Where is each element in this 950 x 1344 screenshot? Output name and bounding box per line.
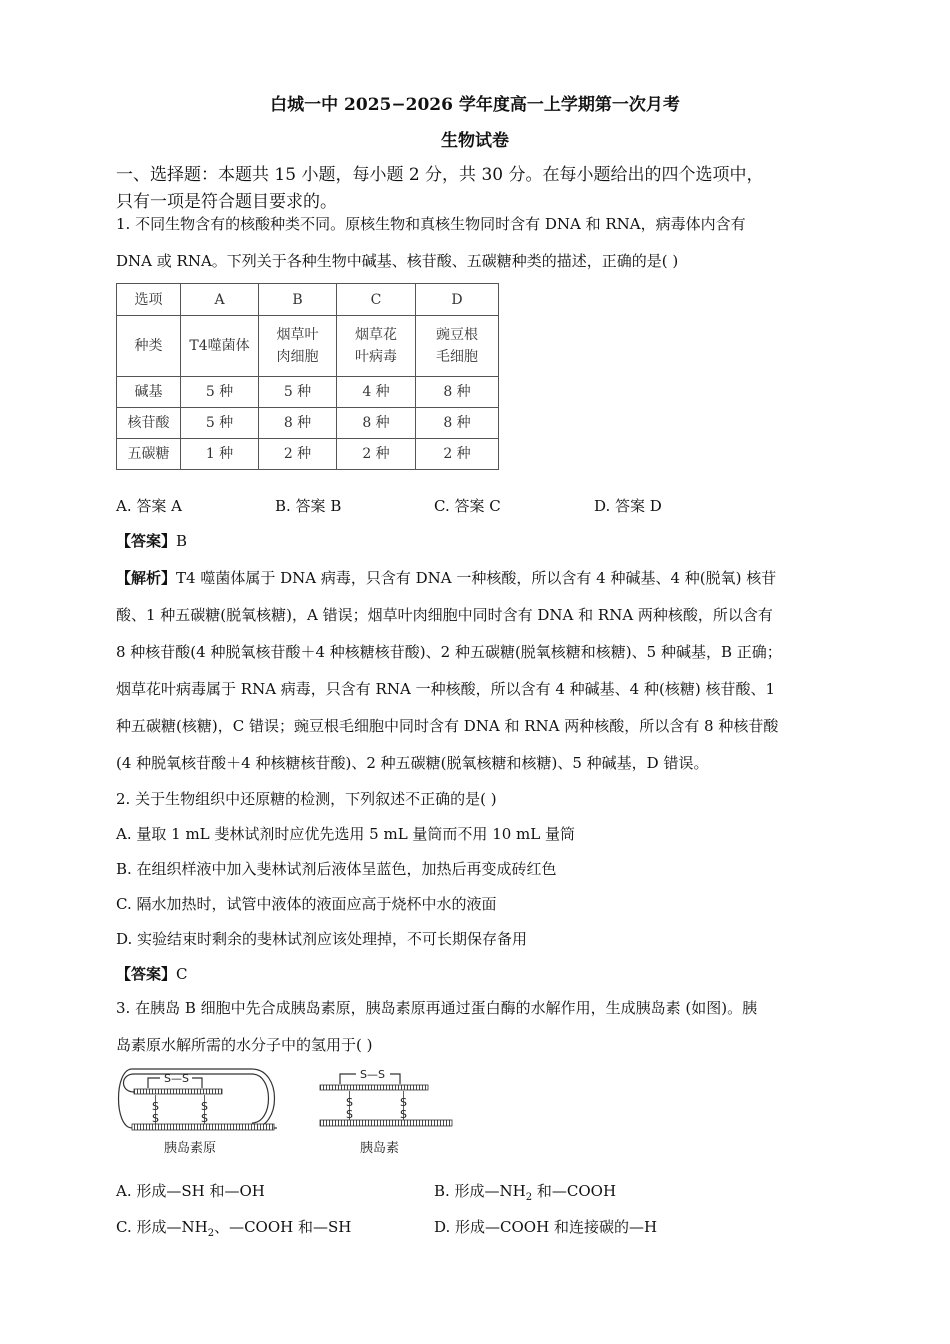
q3-option-b[interactable]: [434, 1180, 616, 1203]
q1-table-cell: 8 种: [416, 408, 499, 439]
q3-option-c[interactable]: [116, 1216, 351, 1239]
q1-table-cell: 5 种: [181, 377, 259, 408]
q1-table-cell: 8 种: [416, 377, 499, 408]
q1-stem-line1: 1. 不同生物含有的核酸种类不同。原核生物和真核生物同时含有 DNA 和 RNA，病毒体内含有: [116, 215, 746, 233]
q1-table-cell: 2 种: [416, 439, 499, 470]
q3-option-c-text-end: 、—COOH 和—SH: [214, 1218, 352, 1236]
q1-species-c-line1: 烟草花: [355, 327, 397, 343]
proinsulin-chain-inner: [124, 1074, 269, 1123]
analysis-text: T4 噬菌体属于 DNA 病毒，只含有 DNA 一种核酸，所以含有 4 种碱基、4 种(脱氧) 核苷: [176, 569, 777, 587]
q2-answer: [116, 963, 188, 984]
disulfide-bracket: [340, 1074, 356, 1084]
insulin-b-chain: [320, 1120, 452, 1126]
disulfide-bond-label: S—S: [164, 1072, 189, 1085]
insulin-figure: [316, 1066, 456, 1158]
proinsulin-a-chain: [134, 1089, 222, 1094]
q1-option-d[interactable]: D. 答案 D: [594, 497, 662, 515]
sulfur-label: S: [346, 1096, 353, 1109]
q1-answer: [116, 530, 187, 551]
q1-table-header-cell: 选项: [117, 284, 181, 316]
q1-table-header-row: [117, 284, 499, 316]
q3-option-b-text-end: 和—COOH: [532, 1182, 617, 1200]
sulfur-label: S: [400, 1108, 407, 1121]
q1-stem-line2: DNA 或 RNA。下列关于各种生物中碱基、核苷酸、五碳糖种类的描述，正确的是( ): [116, 252, 679, 270]
q3-option-a[interactable]: A. 形成—SH 和—OH: [116, 1182, 265, 1200]
q2-option-d[interactable]: D. 实验结束时剩余的斐林试剂应该处理掉，不可长期保存备用: [116, 930, 528, 948]
q1-table-cell: [181, 316, 259, 377]
answer-label: 【答案】: [116, 965, 177, 983]
answer-value: B: [176, 532, 188, 550]
q3-stem-line1: 3. 在胰岛 B 细胞中先合成胰岛素原，胰岛素原再通过蛋白酶的水解作用，生成胰岛素 (如图)。胰: [116, 999, 758, 1017]
q3-option-c-text: C. 形成—NH: [116, 1218, 208, 1236]
q1-analysis-line4: 烟草花叶病毒属于 RNA 病毒，只含有 RNA 一种核酸，所以含有 4 种碱基、4 种(核糖) 核苷酸、1: [116, 680, 775, 698]
q1-table-row-label: 五碳糖: [117, 439, 181, 470]
answer-value: C: [176, 965, 188, 983]
q1-table-cell: 4 种: [337, 377, 416, 408]
proinsulin-figure: [112, 1066, 282, 1158]
answer-label: 【答案】: [116, 532, 177, 550]
sulfur-label: S: [201, 1100, 208, 1113]
q1-species-d-line1: 豌豆根: [436, 327, 478, 343]
q1-table-cell: 8 种: [337, 408, 416, 439]
q1-option-b[interactable]: B. 答案 B: [275, 497, 342, 515]
q1-table-cell: 5 种: [259, 377, 337, 408]
q1-table-row-label: 种类: [117, 316, 181, 377]
q1-option-a[interactable]: A. 答案 A: [116, 497, 182, 515]
q1-table-cell: 2 种: [337, 439, 416, 470]
q1-species-d-line2: 毛细胞: [436, 349, 478, 365]
disulfide-bond-label: S—S: [360, 1068, 385, 1081]
q1-species-b-line2: 肉细胞: [276, 349, 319, 365]
disulfide-bracket: [148, 1078, 160, 1088]
sulfur-label: S: [400, 1096, 407, 1109]
section-heading-line1: 一、选择题：本题共 15 小题，每小题 2 分，共 30 分。在每小题给出的四个选项中，: [116, 165, 764, 185]
insulin-caption: 胰岛素: [360, 1141, 400, 1156]
q1-table-row: [117, 377, 499, 408]
exam-subtitle: 生物试卷: [441, 131, 509, 151]
proinsulin-caption: 胰岛素原: [164, 1141, 217, 1156]
q2-option-a[interactable]: A. 量取 1 mL 斐林试剂时应优先选用 5 mL 量筒而不用 10 mL 量筒: [116, 825, 576, 843]
q1-analysis-line6: (4 种脱氧核苷酸＋4 种核糖核苷酸)、2 种五碳糖(脱氧核糖和核糖)、5 种碱基，D 错误。: [116, 754, 709, 772]
sulfur-label: S: [152, 1100, 159, 1113]
q2-stem: 2. 关于生物组织中还原糖的检测，下列叙述不正确的是( ): [116, 790, 497, 808]
q3-option-b-subscript: 2: [525, 1192, 533, 1203]
q2-option-c[interactable]: C. 隔水加热时，试管中液体的液面应高于烧杯中水的液面: [116, 895, 497, 913]
q1-table-row-label: 碱基: [117, 377, 181, 408]
q3-option-c-subscript: 2: [207, 1228, 215, 1239]
q1-table-cell: 5 种: [181, 408, 259, 439]
q1-table-species-row: [117, 316, 499, 377]
q1-analysis-line5: 种五碳糖(核糖)，C 错误；豌豆根毛细胞中同时含有 DNA 和 RNA 两种核酸，所以含有 8 种核苷酸: [116, 717, 779, 735]
sulfur-label: S: [201, 1112, 208, 1125]
q1-table-header-cell: A: [181, 284, 259, 316]
sulfur-label: S: [346, 1108, 353, 1121]
q1-table-header-cell: C: [337, 284, 416, 316]
section-heading-line2: 只有一项是符合题目要求的。: [116, 192, 337, 212]
q1-analysis-line1: [116, 567, 776, 588]
q1-table-header-cell: B: [259, 284, 337, 316]
q1-table-cell: 2 种: [259, 439, 337, 470]
q1-species-b-line1: 烟草叶: [276, 327, 319, 343]
insulin-a-chain: [320, 1085, 428, 1090]
q3-option-d[interactable]: D. 形成—COOH 和连接碳的—H: [434, 1218, 658, 1236]
q1-option-c[interactable]: C. 答案 C: [434, 497, 501, 515]
q1-species-c-line2: 叶病毒: [355, 349, 397, 365]
q1-species-a: T4噬菌体: [189, 338, 250, 354]
q3-stem-line2: 岛素原水解所需的水分子中的氢用于( ): [116, 1036, 373, 1054]
q1-table-row-label: 核苷酸: [117, 408, 181, 439]
q1-table-row: [117, 439, 499, 470]
q1-table-row: [117, 408, 499, 439]
q1-table-cell: [259, 316, 337, 377]
q1-table-cell: 8 种: [259, 408, 337, 439]
q1-table-cell: [416, 316, 499, 377]
disulfide-bracket: [390, 1074, 400, 1084]
sulfur-label: S: [152, 1112, 159, 1125]
q2-option-b[interactable]: B. 在组织样液中加入斐林试剂后液体呈蓝色，加热后再变成砖红色: [116, 860, 557, 878]
q3-option-b-text: B. 形成—NH: [434, 1182, 526, 1200]
disulfide-bracket: [192, 1078, 202, 1088]
exam-title: 白城一中 2025−2026 学年度高一上学期第一次月考: [270, 95, 680, 115]
q1-table-cell: 1 种: [181, 439, 259, 470]
q1-table: [116, 283, 499, 470]
q1-table-header-cell: D: [416, 284, 499, 316]
q1-analysis-line2: 酸、1 种五碳糖(脱氧核糖)，A 错误；烟草叶肉细胞中同时含有 DNA 和 RNA 两种核酸，所以含有: [116, 606, 773, 624]
q1-analysis-line3: 8 种核苷酸(4 种脱氧核苷酸＋4 种核糖核苷酸)、2 种五碳糖(脱氧核糖和核糖)、5 种碱基，B 正确；: [116, 643, 782, 661]
analysis-label: 【解析】: [116, 569, 177, 587]
q1-table-cell: [337, 316, 416, 377]
